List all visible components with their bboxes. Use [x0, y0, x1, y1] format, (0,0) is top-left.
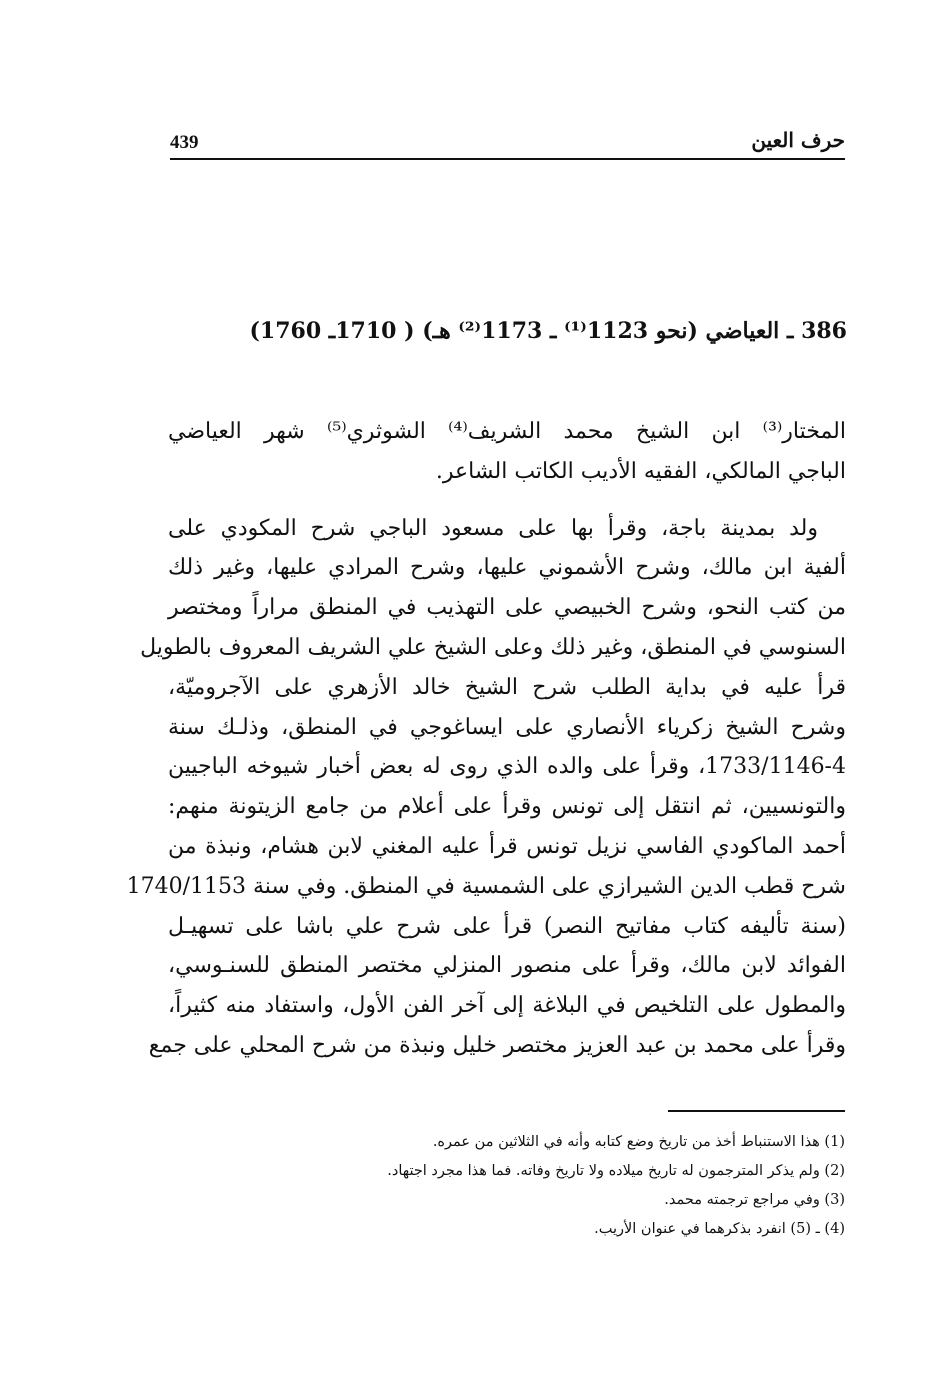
footnote-1: (1) هذا الاستنباط أخذ من تاريخ وضع كتابه وأنه في الثلاثين من عمره.	[432, 1134, 845, 1150]
text-line: ألفية ابن مالك، وشرح الأشموني عليها، وشرح المرادي عليها، وغير ذلك	[168, 555, 846, 581]
text-line: وشرح الشيخ زكرياء الأنصاري على ايساغوجي في المنطق، وذلـك سنة	[168, 714, 846, 740]
text-line: أحمد الماكودي الفاسي نزيل تونس قرأ عليه المغني لابن هشام، ونبذة من	[168, 833, 846, 859]
running-title: حرف العين	[751, 128, 845, 152]
paragraph-gap	[168, 492, 846, 509]
footnote-divider	[668, 1110, 845, 1112]
text-line: المختار⁽³⁾ ابن الشيخ محمد الشريف⁽⁴⁾ الشوثري⁽⁵⁾ شهر العياضي	[168, 419, 846, 444]
body-text	[126, 412, 846, 1066]
text-line: (سنة تأليفه كتاب مفاتيح النصر) قرأ على شرح علي باشا على تسهيـل	[168, 913, 846, 939]
text-line: الباجي المالكي، الفقيه الأديب الكاتب الشاعر.	[435, 458, 846, 484]
text-line: الفوائد لابن مالك، وقرأ على منصور المنزلي مختصر المنطق للسنـوسي،	[168, 953, 846, 979]
footnote-4: (4) ـ (5) انفرد بذكرهما في عنوان الأريب.	[594, 1221, 845, 1237]
footnote-2: (2) ولم يذكر المترجمون له تاريخ ميلاده ولا تاريخ وفاته. فما هذا مجرد اجتهاد.	[387, 1163, 845, 1179]
page-number: 439	[170, 132, 199, 153]
text-line: قرأ عليه في بداية الطلب شرح الشيخ خالد الأزهري على الآجروميّة،	[168, 674, 846, 700]
text-line: شرح قطب الدين الشيرازي على الشمسية في المنطق. وفي سنة 1740/1153	[126, 873, 846, 899]
paragraph-1	[168, 412, 846, 492]
footnotes	[300, 1128, 845, 1244]
text-line: ولد بمدينة باجة، وقرأ بها على مسعود الباجي شرح المكودي على	[168, 515, 818, 541]
footnote-3: (3) وفي مراجع ترجمته محمد.	[664, 1192, 845, 1208]
text-line: 1733/1146-4، وقرأ على والده الذي روى له بعض أخبار شيوخه الباجيين	[168, 754, 846, 780]
text-line: السنوسي في المنطق، وغير ذلك وعلى الشيخ علي الشريف المعروف بالطويل	[140, 634, 846, 660]
text-line: والمطول على التلخيص في البلاغة إلى آخر الفن الأول، واستفاد منه كثيراً،	[168, 993, 846, 1019]
text-line: والتونسيين، ثم انتقل إلى تونس وقرأ على أعلام من جامع الزيتونة منهم:	[168, 794, 846, 820]
entry-heading: 386 ـ العياضي (نحو 1123⁽¹⁾ ـ 1173⁽²⁾ هـ) ( 1710ـ 1760)	[249, 318, 847, 344]
page-header	[170, 128, 845, 160]
text-line: من كتب النحو، وشرح الخبيصي على التهذيب في المنطق مراراً ومختصر	[168, 595, 846, 621]
text-line: وقرأ على محمد بن عبد العزيز مختصر خليل ونبذة من شرح المحلي على جمع	[148, 1032, 846, 1058]
paragraph-2	[126, 509, 846, 1066]
